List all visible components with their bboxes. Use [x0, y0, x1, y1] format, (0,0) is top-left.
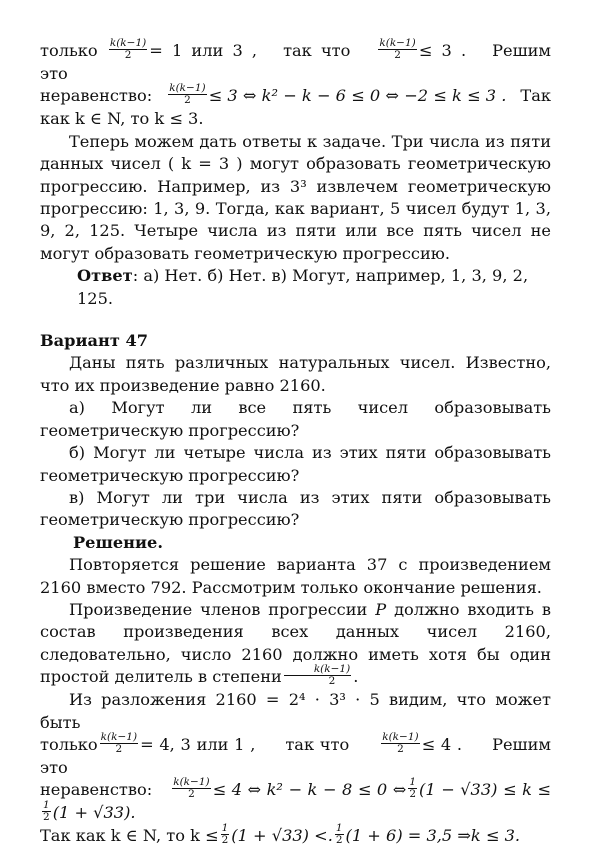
fraction: $\frac{k(k-1)}{2}$: [284, 664, 351, 687]
fraction: $\frac{k(k-1)}{2}$: [109, 37, 147, 61]
text-line: Из разложения 2160 = 2⁴ · 3³ · 5 видим, что может быть: [40, 690, 551, 732]
fraction-half: $\frac{1}{2}$: [409, 776, 416, 801]
text-line: неравенство: $\frac{k(k-1)}{2}$ ≤ 3 ⇔ k² − k − 6 ≤ 0 ⇔ −2 ≤ k ≤ 3 . Так: [40, 82, 551, 107]
fraction: $\frac{k(k-1)}{2}$: [100, 730, 138, 755]
paragraph: Даны пять различных натуральных чисел. Известно, что их произведение равно 2160.: [40, 353, 551, 395]
text-line: как k ∈ N, то k ≤ 3.: [40, 109, 204, 129]
question-a: а) Могут ли все пять чисел образовывать геометрическую прогрессию?: [40, 398, 551, 440]
fraction: $\frac{k(k-1)}{2}$: [169, 82, 206, 107]
question-b: б) Могут ли четыре числа из этих пяти образовывать геометрическую прогрессию?: [40, 443, 551, 485]
fraction: $\frac{k(k-1)}{2}$: [379, 37, 416, 61]
paragraph: Повторяется решение варианта 37 с произведением 2160 вместо 792. Рассмотрим только окончание решения.: [40, 555, 551, 597]
document-page: [40, 37, 551, 848]
text-line: Так как k ∈ N, то k ≤ $\frac{1}{2}$ (1 + √33) <. $\frac{1}{2}$ (1 + 6) = 3,5 ⇒k ≤ 3.: [40, 822, 521, 847]
fraction-half: $\frac{1}{2}$: [43, 799, 50, 824]
text-line: $\frac{1}{2}$ (1 + √33).: [43, 799, 136, 824]
text-line: только $\frac{k(k-1)}{2}$ = 4, 3 или 1 , так что $\frac{k(k-1)}{2}$ ≤ 4 . Решим это: [40, 730, 551, 777]
paragraph: Произведение членов прогрессии P должно входить в состав произведения всех данных чисел 2160, следовательно, число 2160 должно иметь хотя бы один простой делитель в степени $\frac{k(k-1)}{2}$ .: [40, 599, 551, 688]
fraction-half: $\frac{1}{2}$: [335, 822, 343, 847]
fraction: $\frac{k(k-1)}{2}$: [382, 730, 419, 755]
fraction-half: $\frac{1}{2}$: [221, 822, 229, 847]
text-line: только $\frac{k(k-1)}{2}$ = 1 или 3 , так что $\frac{k(k-1)}{2}$ ≤ 3 . Решим это: [40, 37, 551, 83]
question-c: в) Могут ли три числа из этих пяти образовывать геометрическую прогрессию?: [40, 487, 551, 530]
solution-label: Решение.: [73, 532, 163, 552]
answer-line: Ответ: а) Нет. б) Нет. в) Могут, например, 1, 3, 9, 2, 125.: [77, 266, 529, 308]
text-line: неравенство: $\frac{k(k-1)}{2}$ ≤ 4 ⇔ k² − k − 8 ≤ 0 ⇔ $\frac{1}{2}$ (1 − √33) ≤ k ≤: [40, 776, 551, 801]
variant-title: Вариант 47: [40, 331, 149, 351]
answer-label: Ответ: [77, 266, 133, 286]
paragraph: Теперь можем дать ответы к задаче. Три числа из пяти данных чисел ( k = 3 ) могут образовать геометрическую прогрессию. Например, из 3³ извлечем геометрическую прогрессию: 1, 3, 9. Тогда, как вариант, 5 чисел будут 1, 3, 9, 2, 125. Четыре числа из пяти или все пять чисел не могут образовать геометрическую прогрессию.: [40, 131, 551, 263]
fraction: $\frac{k(k-1)}{2}$: [173, 776, 210, 801]
